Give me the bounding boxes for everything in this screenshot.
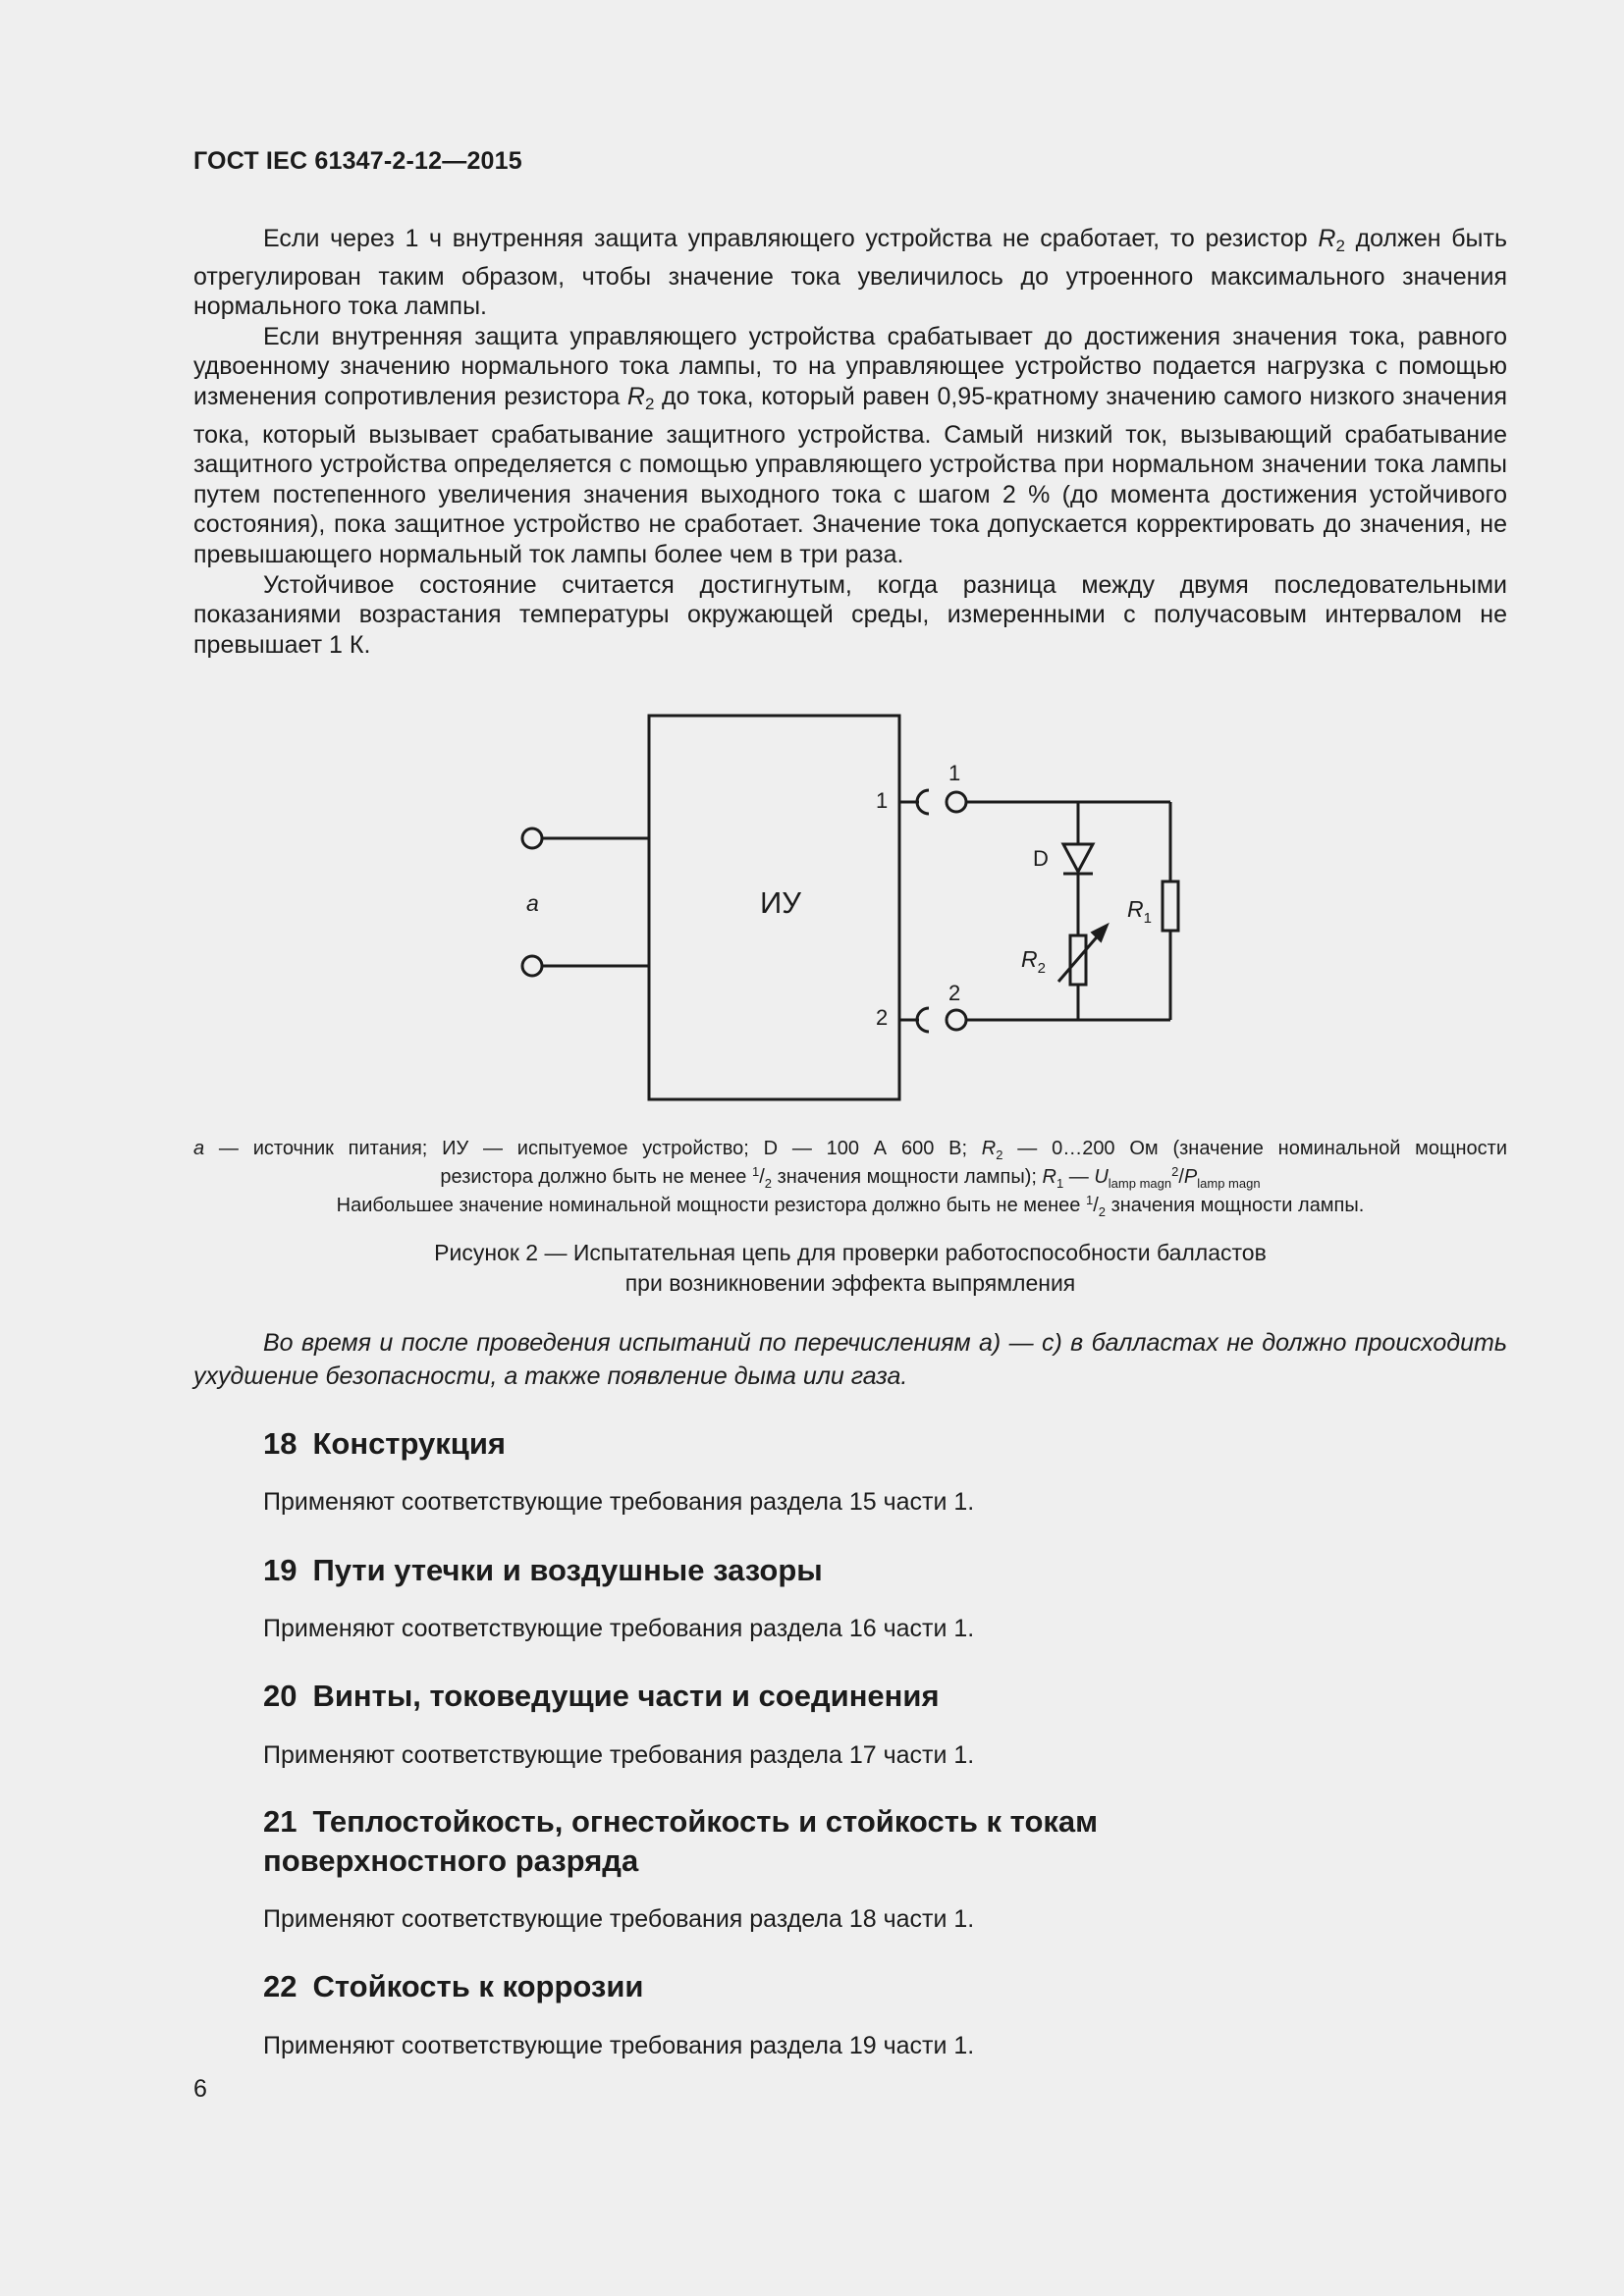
page-number: 6	[193, 2075, 207, 2103]
figure-caption	[193, 1238, 1507, 1299]
source-terminal-bottom	[522, 956, 542, 976]
device-label: ИУ	[760, 885, 801, 920]
legend-line-3: Наибольшее значение номинальной мощности резистора должно быть не менее $^1/_2$ значения мощности лампы.	[336, 1193, 1365, 1219]
diode	[1063, 844, 1093, 872]
r1-label: $R_1$	[1127, 896, 1152, 927]
figure-legend	[193, 1135, 1507, 1220]
section-18-title: 18 Конструкция	[263, 1426, 506, 1461]
section-22-title: 22 Стойкость к коррозии	[263, 1969, 644, 2003]
section-18-text: Применяют соответствующие требования раздела 15 части 1.	[263, 1488, 975, 1516]
body-paragraphs	[193, 224, 1507, 660]
source-label: a	[526, 890, 539, 916]
section-20-title: 20 Винты, токоведущие части и соединения	[263, 1679, 940, 1713]
caption-line-1: Рисунок 2 — Испытательная цепь для проверки работоспособности балластов	[434, 1240, 1267, 1265]
terminal-2-right-label: 2	[948, 981, 961, 1005]
source-terminal-top	[522, 828, 542, 848]
section-19-title: 19 Пути утечки и воздушные зазоры	[263, 1553, 823, 1587]
terminal-2-left-label: 2	[876, 1005, 889, 1030]
italic-note: Во время и после проведения испытаний по перечислениям a) — c) в балластах не должно происходить ухудшение безопасности, а также появление дыма или газа.	[193, 1329, 1507, 1390]
paragraph-2: Если внутренняя защита управляющего устройства срабатывает до достижения значения тока, равного удвоенному значению нормального тока лампы, то на управляющее устройство подается нагрузка с помощью изменения сопротивления резистора $R_2$ до тока, который равен 0,95-кратному значению самого низкого значения тока, который вызывает срабатывание защитного устройства. Самый низкий ток, вызывающий срабатывание защитного устройства определяется с помощью управляющего устройства при нормальном значении тока лампы путем постепенного увеличения значения выходного тока с шагом 2 % (до момента достижения устойчивого состояния), пока защитное устройство не сработает. Значение тока допускается корректировать до значения, не превышающего нормальный ток лампы более чем в три раза.	[193, 322, 1508, 568]
section-21-title: 21 Теплостойкость, огнестойкость и стойкость к токам поверхностного разряда	[263, 1804, 1099, 1878]
section-19-text: Применяют соответствующие требования раздела 16 части 1.	[263, 1615, 975, 1642]
section-20-text: Применяют соответствующие требования раздела 17 части 1.	[263, 1741, 975, 1769]
caption-line-2: при возникновении эффекта выпрямления	[624, 1270, 1076, 1296]
diode-label: D	[1033, 846, 1049, 871]
terminal-1-left-label: 1	[876, 788, 889, 813]
legend-line-2: резистора должно быть не менее $^1/_2$ значения мощности лампы); $R_1$ — $U_{lamp magn}^2/P_{lamp magn}$	[440, 1164, 1261, 1191]
paragraph-1: Если через 1 ч внутренняя защита управляющего устройства не сработает, то резистор $R_2$ должен быть отрегулирован таким образом, чтобы значение тока увеличилось до утроенного максимального значения нормального тока лампы.	[193, 225, 1508, 321]
section-21-text: Применяют соответствующие требования раздела 18 части 1.	[263, 1905, 975, 1933]
circuit-diagram	[491, 702, 1237, 1114]
section-22-text: Применяют соответствующие требования раздела 19 части 1.	[263, 2032, 975, 2059]
output-terminal-2	[947, 1010, 966, 1030]
terminal-1-right-label: 1	[948, 761, 961, 785]
document-header: ГОСТ IEC 61347-2-12—2015	[193, 147, 522, 175]
paragraph-3: Устойчивое состояние считается достигнутым, когда разница между двумя последовательными показаниями возрастания температуры окружающей среды, измеренными с получасовым интервалом не превышает 1 К.	[193, 570, 1507, 659]
legend-line-1: a — источник питания; ИУ — испытуемое устройство; D — 100 А 600 В; $R_2$ — 0…200 Ом (значение номинальной мощности	[193, 1138, 1507, 1162]
r2-label: $R_2$	[1021, 946, 1046, 977]
output-terminal-1	[947, 792, 966, 812]
resistor-r1	[1163, 881, 1178, 931]
